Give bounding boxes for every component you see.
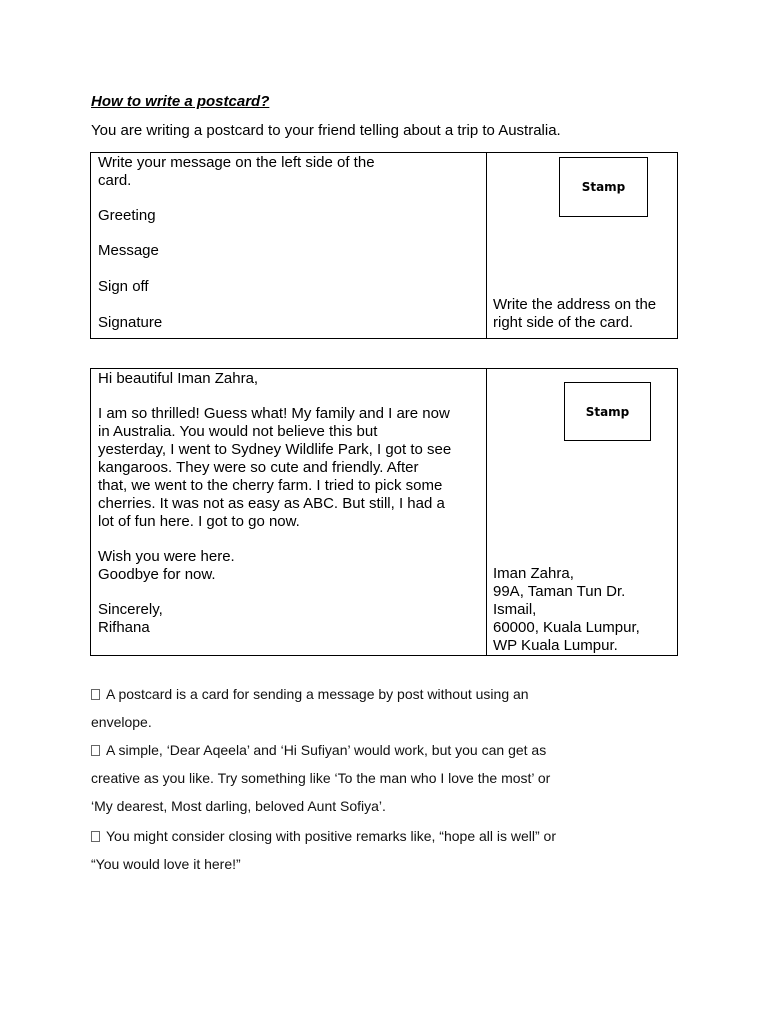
bullet-box-icon: [91, 831, 100, 842]
note-text: You might consider closing with positive remarks like, “hope all is well” or: [106, 828, 557, 844]
example-message-line: that, we went to the cherry farm. I tried to pick some: [98, 477, 443, 494]
bullet-box-icon: [91, 689, 100, 700]
template-greeting: Greeting: [98, 207, 156, 224]
address-line: Ismail,: [493, 601, 537, 618]
example-message-line: I am so thrilled! Guess what! My family and I are now: [98, 405, 450, 422]
note-line: [91, 741, 546, 759]
example-message-line: lot of fun here. I got to go now.: [98, 513, 300, 530]
example-sign-off-line: Wish you were here.: [98, 548, 235, 565]
example-left-side: [91, 369, 487, 655]
template-sign-off: Sign off: [98, 278, 149, 295]
note-text: envelope.: [91, 714, 152, 730]
address-line: 99A, Taman Tun Dr.: [493, 583, 626, 600]
template-address-instruction: Write the address on the: [493, 296, 657, 313]
address-line: WP Kuala Lumpur.: [493, 637, 618, 654]
bullet-box-icon: [91, 745, 100, 756]
example-right-side: [487, 369, 677, 655]
note-text: creative as you like. Try something like ‘To the man who I love the most’ or: [91, 770, 551, 786]
note-line: [91, 827, 556, 845]
example-message-line: cherries. It was not as easy as ABC. But still, I had a: [98, 495, 445, 512]
note-line: [91, 685, 529, 703]
address-line: Iman Zahra,: [493, 565, 574, 582]
note-line: [91, 855, 241, 873]
note-text: “You would love it here!”: [91, 856, 241, 872]
example-signature: Rifhana: [98, 619, 150, 636]
note-line: [91, 713, 152, 731]
note-text: A simple, ‘Dear Aqeela’ and ‘Hi Sufiyan’ would work, but you can get as: [106, 742, 547, 758]
example-message-line: yesterday, I went to Sydney Wildlife Park, I got to see: [98, 441, 452, 458]
template-left-side: [91, 153, 487, 338]
example-greeting: Hi beautiful Iman Zahra,: [98, 370, 259, 387]
stamp-box: Stamp: [564, 382, 651, 441]
example-closing: Sincerely,: [98, 601, 163, 618]
example-message-line: in Australia. You would not believe this but: [98, 423, 378, 440]
template-address-instruction: right side of the card.: [493, 314, 634, 331]
note-line: [91, 797, 386, 815]
page-title: How to write a postcard?: [91, 93, 270, 110]
example-message-line: kangaroos. They were so cute and friendly. After: [98, 459, 419, 476]
template-right-side: [487, 153, 677, 338]
note-text: ‘My dearest, Most darling, beloved Aunt Sofiya’.: [91, 798, 386, 814]
example-sign-off-line: Goodbye for now.: [98, 566, 216, 583]
template-signature: Signature: [98, 314, 163, 331]
note-line: [91, 769, 550, 787]
template-postcard: [90, 152, 678, 339]
intro-text: You are writing a postcard to your friend telling about a trip to Australia.: [91, 122, 561, 139]
example-postcard: [90, 368, 678, 656]
stamp-box: Stamp: [559, 157, 648, 217]
note-text: A postcard is a card for sending a message by post without using an: [106, 686, 529, 702]
address-line: 60000, Kuala Lumpur,: [493, 619, 640, 636]
template-left-line: Write your message on the left side of the: [98, 154, 375, 171]
template-left-line: card.: [98, 172, 132, 189]
template-message: Message: [98, 242, 159, 259]
